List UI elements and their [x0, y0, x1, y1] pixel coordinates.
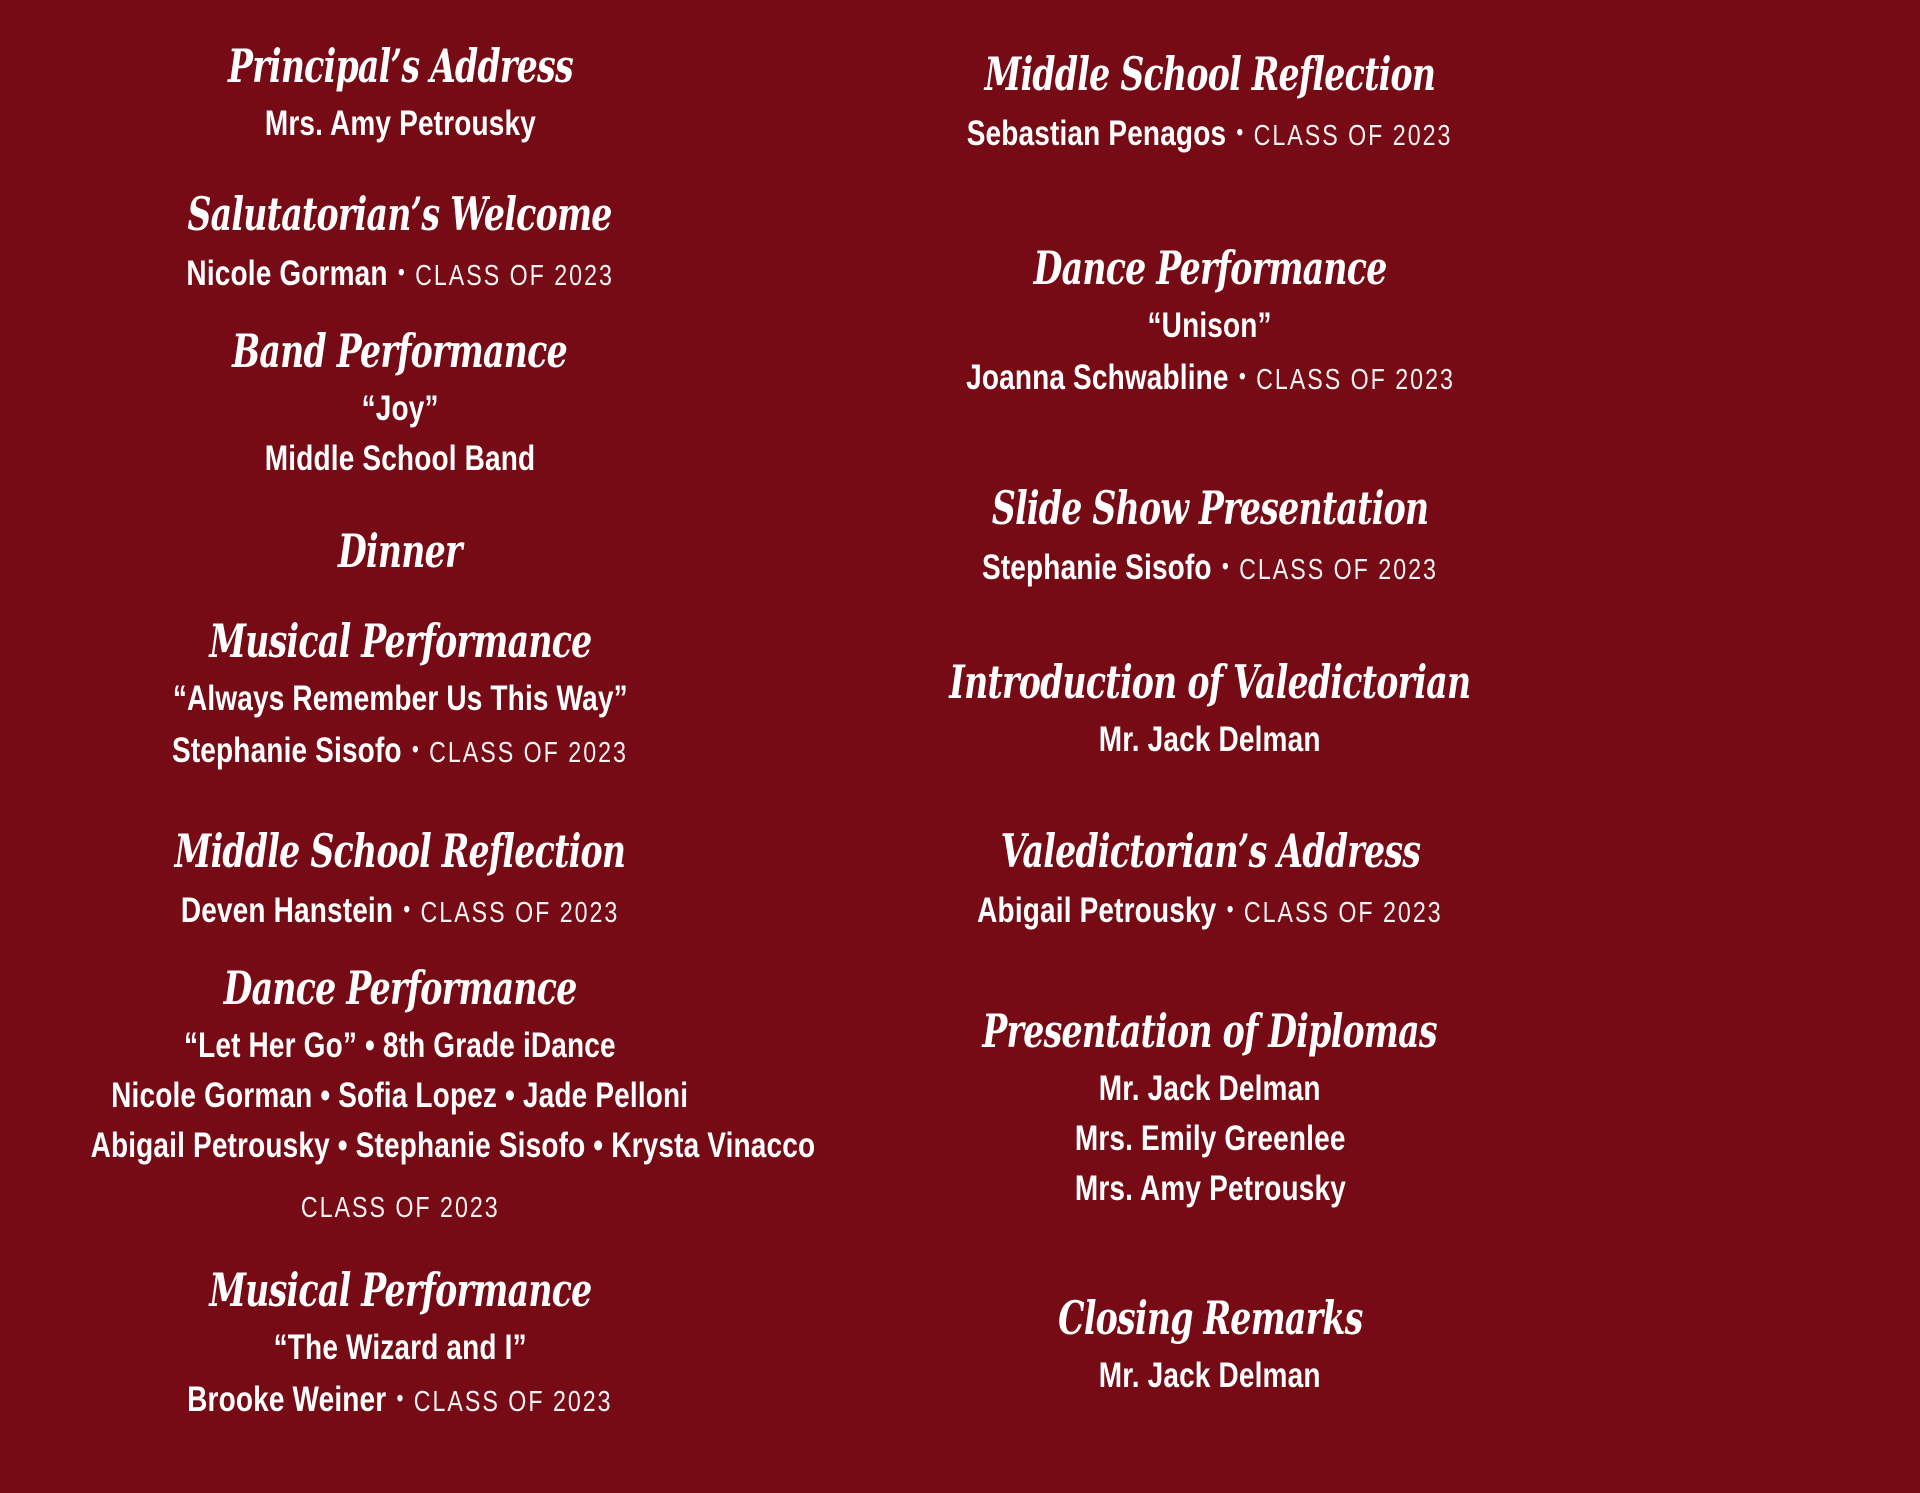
class-of-label: CLASS OF 2023: [1243, 897, 1443, 929]
section-title-text: Valedictorian’s Address: [1000, 824, 1420, 878]
section-title: [0, 1262, 800, 1323]
section-title: [810, 46, 1610, 107]
program-section: [0, 823, 800, 934]
line-text: “Joy”: [361, 389, 439, 428]
program-line: [0, 384, 800, 434]
line-text: “Let Her Go” • 8th Grade iDance: [184, 1026, 616, 1065]
section-title: [0, 613, 800, 674]
program-line: [0, 1021, 800, 1071]
line-text: “Unison”: [1147, 306, 1273, 345]
class-of-label: CLASS OF 2023: [420, 897, 620, 929]
program-line: [0, 884, 800, 934]
section-title: [0, 323, 800, 384]
class-of-label: CLASS OF 2023: [1254, 120, 1453, 152]
program-line: [810, 1114, 1610, 1164]
line-text: Sebastian Penagos: [967, 114, 1227, 153]
section-title: [0, 823, 800, 884]
section-title-text: Introduction of Valedictorian: [949, 655, 1471, 709]
bullet-separator: •: [396, 1385, 404, 1411]
section-title-text: Musical Performance: [208, 614, 592, 668]
program-line: [0, 99, 800, 149]
line-text: Stephanie Sisofo: [172, 731, 402, 770]
line-text: Nicole Gorman • Sofia Lopez • Jade Pelloni: [111, 1076, 689, 1115]
line-text: Middle School Band: [264, 439, 536, 478]
program-line: [0, 674, 800, 724]
bullet-separator: •: [1238, 363, 1246, 389]
section-title-text: Middle School Reflection: [174, 824, 626, 878]
program-line: [0, 247, 800, 297]
program-section: [810, 46, 1610, 157]
program-section: [0, 1262, 800, 1423]
program-section: [810, 823, 1610, 934]
section-title: [810, 480, 1610, 541]
line-text: Stephanie Sisofo: [982, 548, 1212, 587]
line-text: Joanna Schwabline: [965, 358, 1229, 397]
bullet-separator: •: [412, 736, 419, 762]
line-text: Brooke Weiner: [187, 1380, 387, 1419]
program-section: [0, 523, 800, 584]
section-title-text: Dance Performance: [1033, 241, 1387, 295]
section-title: [810, 240, 1610, 301]
program-section: [810, 480, 1610, 591]
class-of-label: CLASS OF 2023: [413, 1386, 613, 1418]
section-title-text: Dance Performance: [223, 961, 577, 1015]
line-text: Mr. Jack Delman: [1099, 1356, 1321, 1395]
section-title-text: Closing Remarks: [1057, 1291, 1363, 1345]
column-left: [0, 0, 816, 1493]
program-section: [0, 323, 800, 484]
program-section: [0, 38, 800, 149]
section-title: [810, 1003, 1610, 1064]
section-title-text: Musical Performance: [208, 1263, 592, 1317]
section-title-text: Band Performance: [232, 324, 568, 378]
program-line: [810, 1351, 1610, 1401]
bullet-separator: •: [1222, 553, 1229, 579]
program-section: [810, 1290, 1610, 1401]
section-title-text: Principal’s Address: [227, 39, 573, 93]
program-section: [810, 1003, 1610, 1214]
program-line: [810, 351, 1610, 401]
line-text: Nicole Gorman: [186, 254, 388, 293]
bullet-separator: •: [397, 259, 405, 285]
class-of-label: CLASS OF 2023: [300, 1192, 500, 1224]
program-line: [810, 541, 1610, 591]
section-title-text: Slide Show Presentation: [991, 481, 1429, 535]
column-right: [810, 0, 1610, 1493]
class-of-label: CLASS OF 2023: [414, 260, 614, 292]
program-line: [0, 1181, 800, 1231]
section-title: [810, 823, 1610, 884]
section-title-text: Presentation of Diplomas: [982, 1004, 1438, 1058]
line-text: Abigail Petrousky • Stephanie Sisofo • Krysta Vinacco: [90, 1126, 816, 1165]
line-text: Mrs. Emily Greenlee: [1074, 1119, 1346, 1158]
line-text: “The Wizard and I”: [273, 1328, 527, 1367]
program-line: [0, 1121, 816, 1171]
program-line: [810, 1164, 1610, 1214]
section-title: [0, 960, 800, 1021]
section-title: [810, 654, 1610, 715]
program-line: [0, 1373, 800, 1423]
line-text: “Always Remember Us This Way”: [172, 679, 628, 718]
program-line: [810, 301, 1610, 351]
section-title: [0, 523, 800, 584]
program-section: [0, 960, 816, 1231]
bullet-separator: •: [1237, 119, 1244, 145]
section-title: [0, 38, 800, 99]
program-section: [0, 186, 800, 297]
class-of-label: CLASS OF 2023: [1239, 554, 1438, 586]
program-section: [810, 240, 1610, 401]
class-of-label: CLASS OF 2023: [1255, 364, 1455, 396]
section-title-text: Salutatorian’s Welcome: [187, 187, 613, 241]
line-text: Deven Hanstein: [180, 891, 394, 930]
class-of-label: CLASS OF 2023: [429, 737, 628, 769]
section-title: [0, 186, 800, 247]
section-title-text: Dinner: [338, 524, 462, 578]
program-section: [0, 613, 800, 774]
program-line: [810, 107, 1610, 157]
program-line: [0, 1071, 800, 1121]
program-line: [810, 715, 1610, 765]
program-line: [0, 434, 800, 484]
program-section: [810, 654, 1610, 765]
line-text: Abigail Petrousky: [977, 891, 1217, 930]
line-text: Mr. Jack Delman: [1099, 1069, 1321, 1108]
program-line: [0, 1323, 800, 1373]
bullet-separator: •: [1226, 896, 1234, 922]
line-text: Mr. Jack Delman: [1099, 720, 1321, 759]
program-line: [810, 1064, 1610, 1114]
bullet-separator: •: [403, 896, 411, 922]
section-title: [810, 1290, 1610, 1351]
line-text: Mrs. Amy Petrousky: [264, 104, 536, 143]
line-text: Mrs. Amy Petrousky: [1074, 1169, 1346, 1208]
program-line: [0, 724, 800, 774]
section-title-text: Middle School Reflection: [984, 47, 1436, 101]
program-line: [810, 884, 1610, 934]
